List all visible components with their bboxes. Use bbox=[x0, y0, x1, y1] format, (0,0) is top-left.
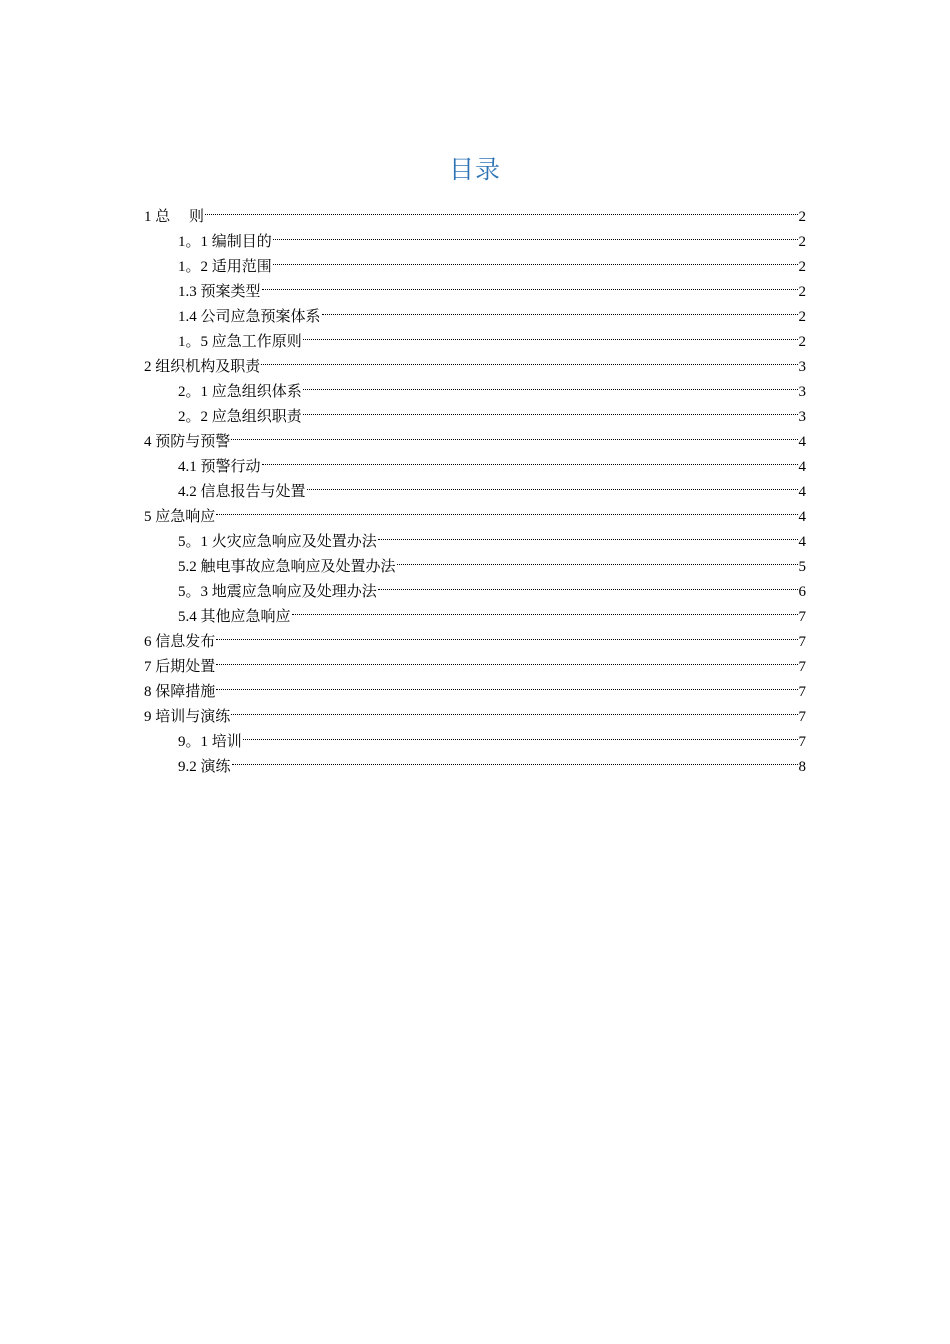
toc-entry[interactable] bbox=[144, 671, 806, 700]
toc-dot-leader bbox=[292, 596, 798, 621]
toc-entry-page-number[interactable]: 7 bbox=[798, 659, 806, 675]
toc-entry-label[interactable]: 4 预防与预警 bbox=[144, 434, 231, 450]
toc-title: 目录 bbox=[448, 155, 501, 184]
toc-entry-page-number[interactable]: 4 bbox=[798, 459, 806, 475]
toc-dot-leader bbox=[303, 371, 798, 396]
toc-entry-page-number[interactable]: 2 bbox=[798, 234, 806, 250]
toc-entry[interactable] bbox=[144, 696, 806, 725]
toc-dot-leader bbox=[243, 721, 798, 746]
toc-entry-label[interactable]: 2 组织机构及职责 bbox=[144, 359, 261, 375]
toc-dot-leader bbox=[322, 296, 798, 321]
toc-entry-label[interactable]: 1.3 预案类型 bbox=[178, 284, 261, 300]
toc-dot-leader bbox=[205, 196, 797, 221]
toc-dot-leader bbox=[397, 546, 798, 571]
toc-dot-leader bbox=[303, 396, 798, 421]
toc-entry-page-number[interactable]: 2 bbox=[798, 259, 806, 275]
toc-entry-label[interactable]: 1 总 则 bbox=[144, 209, 205, 225]
toc-dot-leader bbox=[378, 521, 798, 546]
toc-dot-leader bbox=[303, 321, 798, 346]
toc-dot-leader bbox=[216, 671, 797, 696]
toc-entry-label[interactable]: 5。1 火灾应急响应及处置办法 bbox=[178, 534, 377, 550]
toc-entry-page-number[interactable]: 4 bbox=[798, 509, 806, 525]
toc-entry[interactable] bbox=[144, 646, 806, 675]
toc-entry-label[interactable]: 5.4 其他应急响应 bbox=[178, 609, 291, 625]
toc-entry-page-number[interactable]: 2 bbox=[798, 284, 806, 300]
toc-entry-page-number[interactable]: 4 bbox=[798, 484, 806, 500]
toc-entry-label[interactable]: 5。3 地震应急响应及处理办法 bbox=[178, 584, 377, 600]
toc-entry-page-number[interactable]: 7 bbox=[798, 684, 806, 700]
toc-entry-label[interactable]: 8 保障措施 bbox=[144, 684, 216, 700]
toc-entry[interactable] bbox=[144, 496, 806, 525]
toc-entry[interactable] bbox=[144, 621, 806, 650]
toc-dot-leader bbox=[216, 496, 797, 521]
toc-dot-leader bbox=[262, 271, 798, 296]
toc-entry-page-number[interactable]: 7 bbox=[798, 634, 806, 650]
toc-entry-page-number[interactable]: 8 bbox=[798, 759, 806, 775]
toc-entry-page-number[interactable]: 6 bbox=[798, 584, 806, 600]
toc-entry-label[interactable]: 1。1 编制目的 bbox=[178, 234, 272, 250]
toc-entry-label[interactable]: 1。5 应急工作原则 bbox=[178, 334, 302, 350]
toc-entry[interactable] bbox=[144, 421, 806, 450]
toc-entry-label[interactable]: 2。2 应急组织职责 bbox=[178, 409, 302, 425]
toc-dot-leader bbox=[216, 646, 797, 671]
toc-entry[interactable] bbox=[144, 446, 806, 475]
toc-entry[interactable] bbox=[144, 196, 806, 225]
toc-entry-page-number[interactable]: 7 bbox=[798, 609, 806, 625]
toc-dot-leader bbox=[261, 346, 797, 371]
toc-dot-leader bbox=[231, 421, 797, 446]
toc-entry-page-number[interactable]: 5 bbox=[798, 559, 806, 575]
toc-dot-leader bbox=[232, 746, 798, 771]
toc-entry-label[interactable]: 9 培训与演练 bbox=[144, 709, 231, 725]
toc-entry-label[interactable]: 9。1 培训 bbox=[178, 734, 242, 750]
toc-entry[interactable] bbox=[144, 746, 806, 775]
toc-entry-page-number[interactable]: 3 bbox=[798, 359, 806, 375]
toc-entry-page-number[interactable]: 4 bbox=[798, 434, 806, 450]
toc-entry-label[interactable]: 7 后期处置 bbox=[144, 659, 216, 675]
toc-entry-label[interactable]: 4.1 预警行动 bbox=[178, 459, 261, 475]
toc-entry-page-number[interactable]: 2 bbox=[798, 334, 806, 350]
toc-entry-page-number[interactable]: 7 bbox=[798, 734, 806, 750]
toc-entry-page-number[interactable]: 3 bbox=[798, 409, 806, 425]
toc-entry[interactable] bbox=[144, 721, 806, 750]
toc-list bbox=[144, 196, 806, 775]
toc-dot-leader bbox=[262, 446, 798, 471]
toc-entry-label[interactable]: 1.4 公司应急预案体系 bbox=[178, 309, 321, 325]
toc-entry-page-number[interactable]: 2 bbox=[798, 209, 806, 225]
toc-dot-leader bbox=[273, 221, 798, 246]
toc-entry-page-number[interactable]: 4 bbox=[798, 534, 806, 550]
toc-dot-leader bbox=[231, 696, 797, 721]
toc-entry[interactable] bbox=[144, 221, 806, 250]
toc-entry-label[interactable]: 1。2 适用范围 bbox=[178, 259, 272, 275]
toc-entry-label[interactable]: 2。1 应急组织体系 bbox=[178, 384, 302, 400]
toc-entry-page-number[interactable]: 2 bbox=[798, 309, 806, 325]
toc-entry-label[interactable]: 4.2 信息报告与处置 bbox=[178, 484, 306, 500]
toc-entry-label[interactable]: 5 应急响应 bbox=[144, 509, 216, 525]
toc-entry-label[interactable]: 5.2 触电事故应急响应及处置办法 bbox=[178, 559, 396, 575]
toc-dot-leader bbox=[216, 621, 797, 646]
toc-dot-leader bbox=[378, 571, 798, 596]
toc-dot-leader bbox=[307, 471, 798, 496]
toc-entry-label[interactable]: 9.2 演练 bbox=[178, 759, 231, 775]
toc-entry-page-number[interactable]: 7 bbox=[798, 709, 806, 725]
toc-entry[interactable] bbox=[144, 521, 806, 550]
toc-entry-label[interactable]: 6 信息发布 bbox=[144, 634, 216, 650]
toc-dot-leader bbox=[273, 246, 798, 271]
toc-entry-page-number[interactable]: 3 bbox=[798, 384, 806, 400]
